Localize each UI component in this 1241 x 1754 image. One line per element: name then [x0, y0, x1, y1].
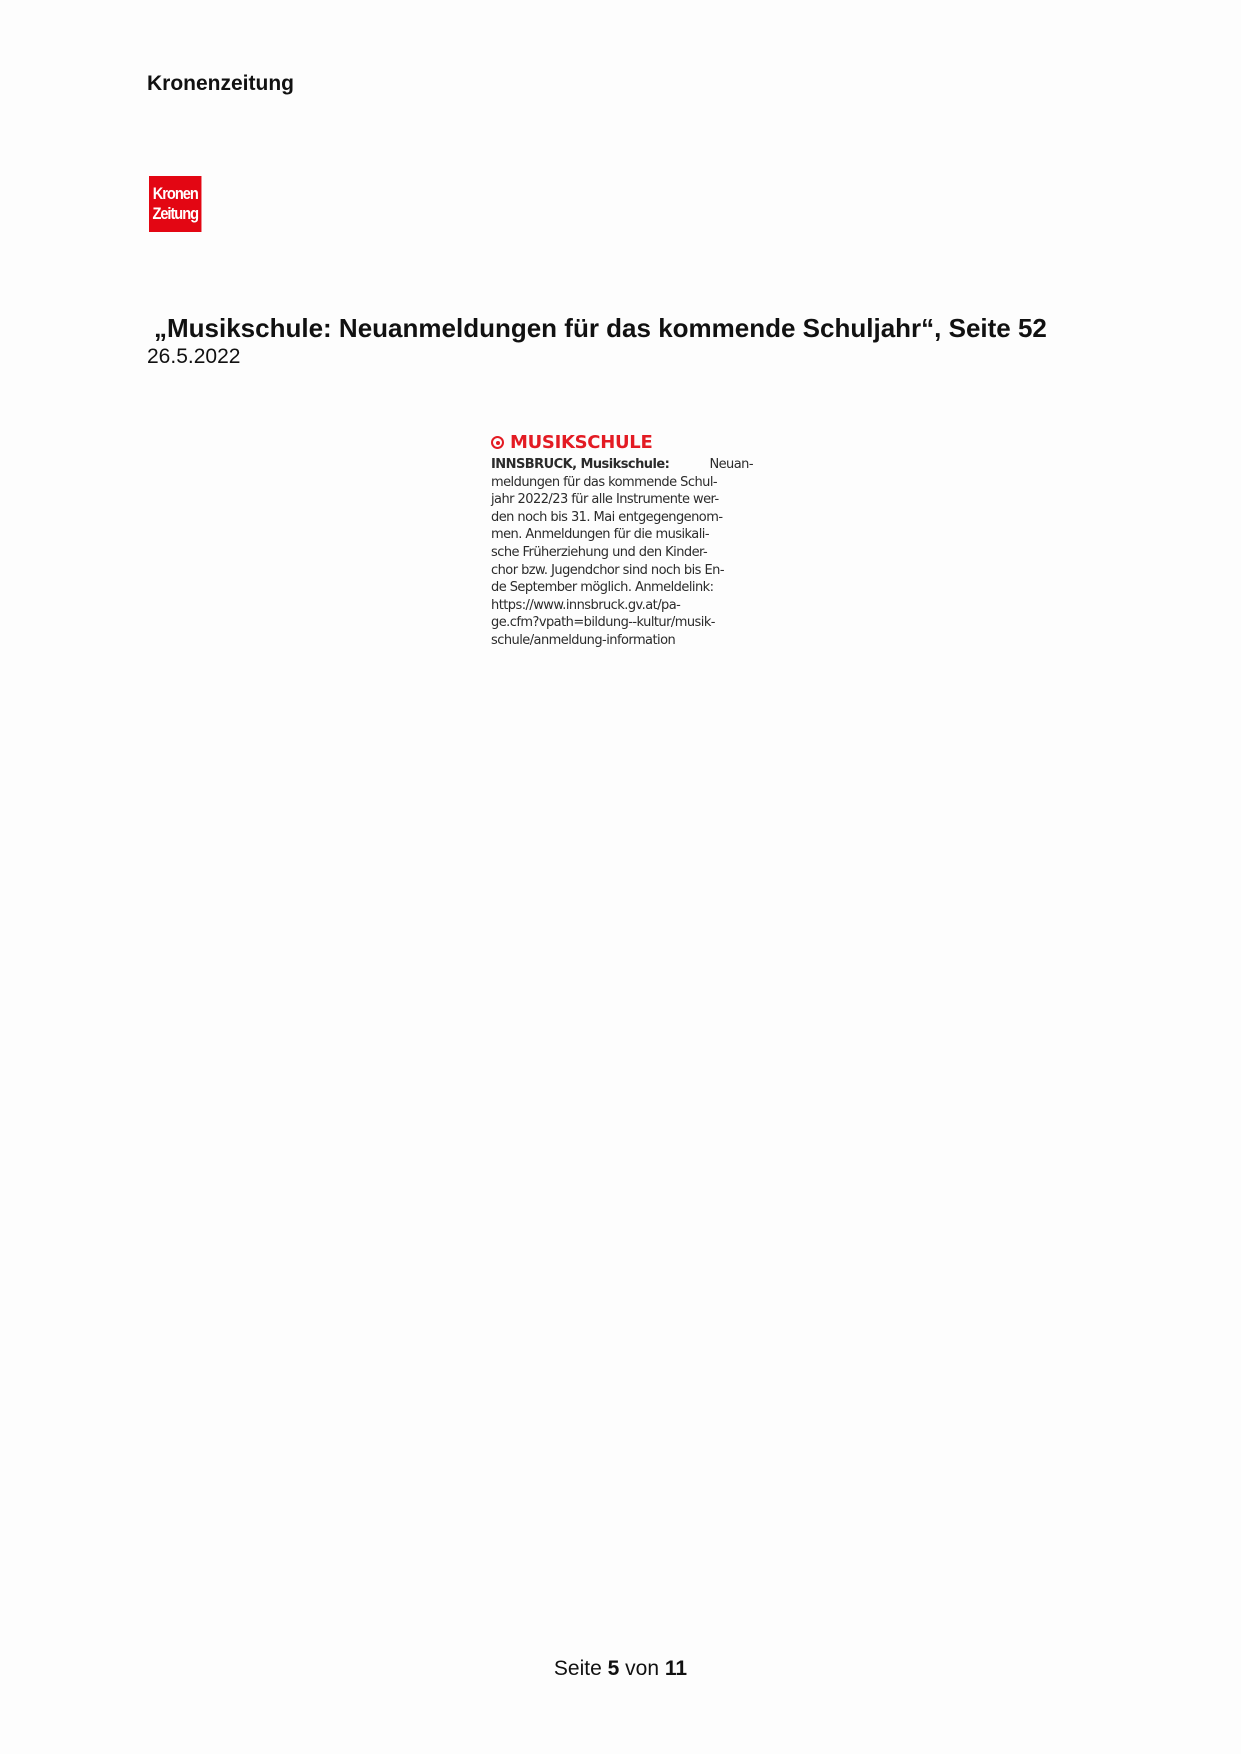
clipping-link-text: schule/anmeldung-information — [491, 632, 676, 648]
source-name: Kronenzeitung — [147, 72, 294, 95]
clipping-line — [491, 632, 753, 650]
logo-line-2: Zeitung — [152, 204, 199, 223]
clipping-line — [491, 491, 753, 509]
clipping-line-text: meldungen für das kommende Schul- — [491, 474, 718, 490]
footer-current-page: 5 — [607, 1657, 620, 1680]
clipping-line — [491, 526, 753, 544]
clipping-line-text: Neuan- — [709, 457, 753, 472]
clipping-line-text: men. Anmeldungen für die musikali- — [491, 527, 709, 543]
clipping-link-text: ge.cfm?vpath=bildung--kultur/musik- — [491, 615, 715, 631]
clipping-lead: INNSBRUCK, Musikschule: — [491, 457, 670, 472]
clipping-body — [491, 456, 753, 650]
clipping-line — [491, 579, 753, 597]
target-icon — [491, 436, 504, 449]
footer-prefix: Seite — [553, 1657, 602, 1680]
clipping-line-text: chor bzw. Jugendchor sind noch bis En- — [491, 562, 724, 578]
clipping-header — [491, 432, 753, 453]
clipping-line — [491, 474, 753, 492]
kronen-zeitung-logo — [149, 176, 201, 232]
clipping-line — [491, 544, 753, 562]
page-number-footer — [0, 1657, 1241, 1681]
clipping-line-text: sche Früherziehung und den Kinder- — [491, 544, 708, 560]
footer-middle: von — [625, 1657, 660, 1680]
clipping-line — [491, 509, 753, 527]
article-title: „Musikschule: Neuanmeldungen für das kommende Schuljahr“, Seite 52 — [154, 313, 1047, 343]
clipping-line — [491, 597, 753, 615]
clipping-line — [491, 614, 753, 632]
clipping-line-text: de September möglich. Anmeldelink: — [491, 580, 714, 596]
logo-line-1: Kronen — [152, 184, 198, 203]
newspaper-clipping — [491, 432, 753, 650]
clipping-link-text: https://www.innsbruck.gv.at/pa- — [491, 597, 681, 613]
clipping-kicker: MUSIKSCHULE — [510, 432, 653, 453]
article-date: 26.5.2022 — [147, 345, 241, 368]
footer-total-pages: 11 — [664, 1657, 688, 1680]
clipping-line-text: jahr 2022/23 für alle Instrumente wer- — [491, 492, 719, 508]
clipping-line — [491, 562, 753, 580]
clipping-line — [491, 456, 753, 474]
clipping-line-text: den noch bis 31. Mai entgegengenom- — [491, 509, 723, 525]
